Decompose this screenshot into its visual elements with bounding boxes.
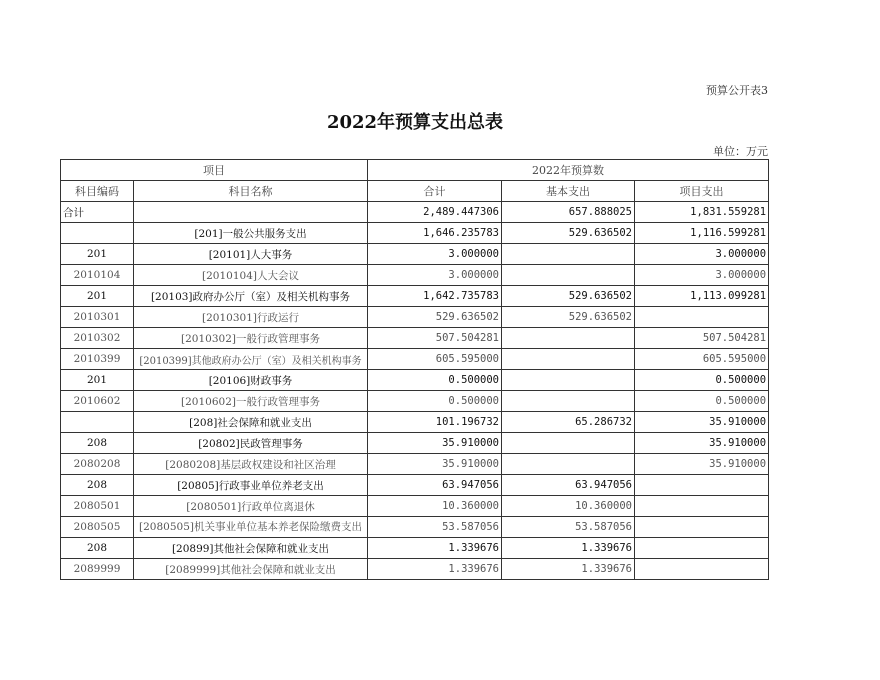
cell-project: 35.910000 xyxy=(635,454,769,475)
cell-project: 0.500000 xyxy=(635,391,769,412)
cell-code: 201 xyxy=(61,286,134,307)
cell-project: 3.000000 xyxy=(635,244,769,265)
cell-basic xyxy=(502,328,635,349)
cell-basic: 10.360000 xyxy=(502,496,635,517)
header-item: 项目 xyxy=(61,160,368,181)
cell-total: 53.587056 xyxy=(368,517,502,538)
cell-project: 3.000000 xyxy=(635,265,769,286)
budget-table xyxy=(60,159,769,580)
cell-basic: 1.339676 xyxy=(502,538,635,559)
cell-code: 2010302 xyxy=(61,328,134,349)
cell-total: 1.339676 xyxy=(368,538,502,559)
cell-code: 201 xyxy=(61,370,134,391)
cell-total: 1,646.235783 xyxy=(368,223,502,244)
header-budget-group: 2022年预算数 xyxy=(368,160,769,181)
table-row xyxy=(61,433,769,454)
doc-code: 预算公开表3 xyxy=(706,84,768,97)
cell-basic: 657.888025 xyxy=(502,202,635,223)
cell-total: 605.595000 xyxy=(368,349,502,370)
cell-basic xyxy=(502,244,635,265)
table-row xyxy=(61,475,769,496)
cell-name: [20899]其他社会保障和就业支出 xyxy=(134,538,368,559)
cell-total: 2,489.447306 xyxy=(368,202,502,223)
table-row xyxy=(61,496,769,517)
table-row xyxy=(61,349,769,370)
cell-total: 3.000000 xyxy=(368,265,502,286)
cell-name: [2010602]一般行政管理事务 xyxy=(134,391,368,412)
cell-total: 0.500000 xyxy=(368,370,502,391)
cell-name: [2080501]行政单位离退休 xyxy=(134,496,368,517)
header-basic: 基本支出 xyxy=(502,181,635,202)
header-total: 合计 xyxy=(368,181,502,202)
cell-project xyxy=(635,538,769,559)
cell-name: [2089999]其他社会保障和就业支出 xyxy=(134,559,368,580)
cell-name: [2010301]行政运行 xyxy=(134,307,368,328)
cell-basic xyxy=(502,349,635,370)
cell-total: 35.910000 xyxy=(368,433,502,454)
header-name: 科目名称 xyxy=(134,181,368,202)
cell-code: 2010399 xyxy=(61,349,134,370)
cell-basic: 529.636502 xyxy=(502,223,635,244)
cell-basic xyxy=(502,265,635,286)
cell-basic xyxy=(502,433,635,454)
cell-total: 63.947056 xyxy=(368,475,502,496)
cell-total: 1,642.735783 xyxy=(368,286,502,307)
cell-code: 2080505 xyxy=(61,517,134,538)
cell-code: 合计 xyxy=(61,202,134,223)
cell-code: 2080208 xyxy=(61,454,134,475)
header-code: 科目编码 xyxy=(61,181,134,202)
table-row xyxy=(61,265,769,286)
header-project: 项目支出 xyxy=(635,181,769,202)
cell-total: 10.360000 xyxy=(368,496,502,517)
table-row xyxy=(61,412,769,433)
cell-project xyxy=(635,475,769,496)
cell-basic: 1.339676 xyxy=(502,559,635,580)
cell-name: [2010302]一般行政管理事务 xyxy=(134,328,368,349)
cell-project: 0.500000 xyxy=(635,370,769,391)
cell-project xyxy=(635,559,769,580)
cell-project xyxy=(635,517,769,538)
cell-name: [20103]政府办公厅（室）及相关机构事务 xyxy=(134,286,368,307)
table-row xyxy=(61,307,769,328)
table-row xyxy=(61,517,769,538)
cell-project xyxy=(635,496,769,517)
header-row-1 xyxy=(61,160,769,181)
cell-code: 2010602 xyxy=(61,391,134,412)
cell-project: 35.910000 xyxy=(635,412,769,433)
cell-code xyxy=(61,223,134,244)
cell-code: 208 xyxy=(61,475,134,496)
unit-label: 单位：万元 xyxy=(713,145,768,158)
cell-name: [208]社会保障和就业支出 xyxy=(134,412,368,433)
cell-code: 2010301 xyxy=(61,307,134,328)
cell-name: [2080208]基层政权建设和社区治理 xyxy=(134,454,368,475)
table-row xyxy=(61,391,769,412)
cell-code: 208 xyxy=(61,433,134,454)
table-row xyxy=(61,244,769,265)
cell-code: 208 xyxy=(61,538,134,559)
cell-name: [2080505]机关事业单位基本养老保险缴费支出 xyxy=(134,517,368,538)
cell-total: 0.500000 xyxy=(368,391,502,412)
table-row xyxy=(61,538,769,559)
table-row xyxy=(61,286,769,307)
table-row xyxy=(61,454,769,475)
cell-name: [201]一般公共服务支出 xyxy=(134,223,368,244)
cell-project: 35.910000 xyxy=(635,433,769,454)
page-title: 2022年预算支出总表 xyxy=(326,112,504,133)
cell-basic xyxy=(502,370,635,391)
cell-project: 605.595000 xyxy=(635,349,769,370)
cell-project: 1,113.099281 xyxy=(635,286,769,307)
cell-name: [20101]人大事务 xyxy=(134,244,368,265)
cell-total: 3.000000 xyxy=(368,244,502,265)
cell-total: 35.910000 xyxy=(368,454,502,475)
cell-basic: 529.636502 xyxy=(502,307,635,328)
cell-basic: 529.636502 xyxy=(502,286,635,307)
cell-project: 507.504281 xyxy=(635,328,769,349)
cell-basic xyxy=(502,391,635,412)
cell-code xyxy=(61,412,134,433)
cell-name: [20805]行政事业单位养老支出 xyxy=(134,475,368,496)
cell-project xyxy=(635,307,769,328)
cell-basic: 53.587056 xyxy=(502,517,635,538)
cell-total: 507.504281 xyxy=(368,328,502,349)
cell-basic: 63.947056 xyxy=(502,475,635,496)
cell-total: 1.339676 xyxy=(368,559,502,580)
table-row xyxy=(61,559,769,580)
cell-name: [20106]财政事务 xyxy=(134,370,368,391)
table-row xyxy=(61,328,769,349)
cell-basic xyxy=(502,454,635,475)
cell-name: [2010399]其他政府办公厅（室）及相关机构事务 xyxy=(134,349,368,370)
header-row-2 xyxy=(61,181,769,202)
cell-code: 2089999 xyxy=(61,559,134,580)
cell-code: 201 xyxy=(61,244,134,265)
cell-project: 1,831.559281 xyxy=(635,202,769,223)
table-row xyxy=(61,223,769,244)
cell-name xyxy=(134,202,368,223)
cell-code: 2010104 xyxy=(61,265,134,286)
cell-total: 101.196732 xyxy=(368,412,502,433)
table-row xyxy=(61,370,769,391)
table-row-total xyxy=(61,202,769,223)
cell-name: [2010104]人大会议 xyxy=(134,265,368,286)
cell-code: 2080501 xyxy=(61,496,134,517)
cell-total: 529.636502 xyxy=(368,307,502,328)
cell-basic: 65.286732 xyxy=(502,412,635,433)
cell-name: [20802]民政管理事务 xyxy=(134,433,368,454)
cell-project: 1,116.599281 xyxy=(635,223,769,244)
